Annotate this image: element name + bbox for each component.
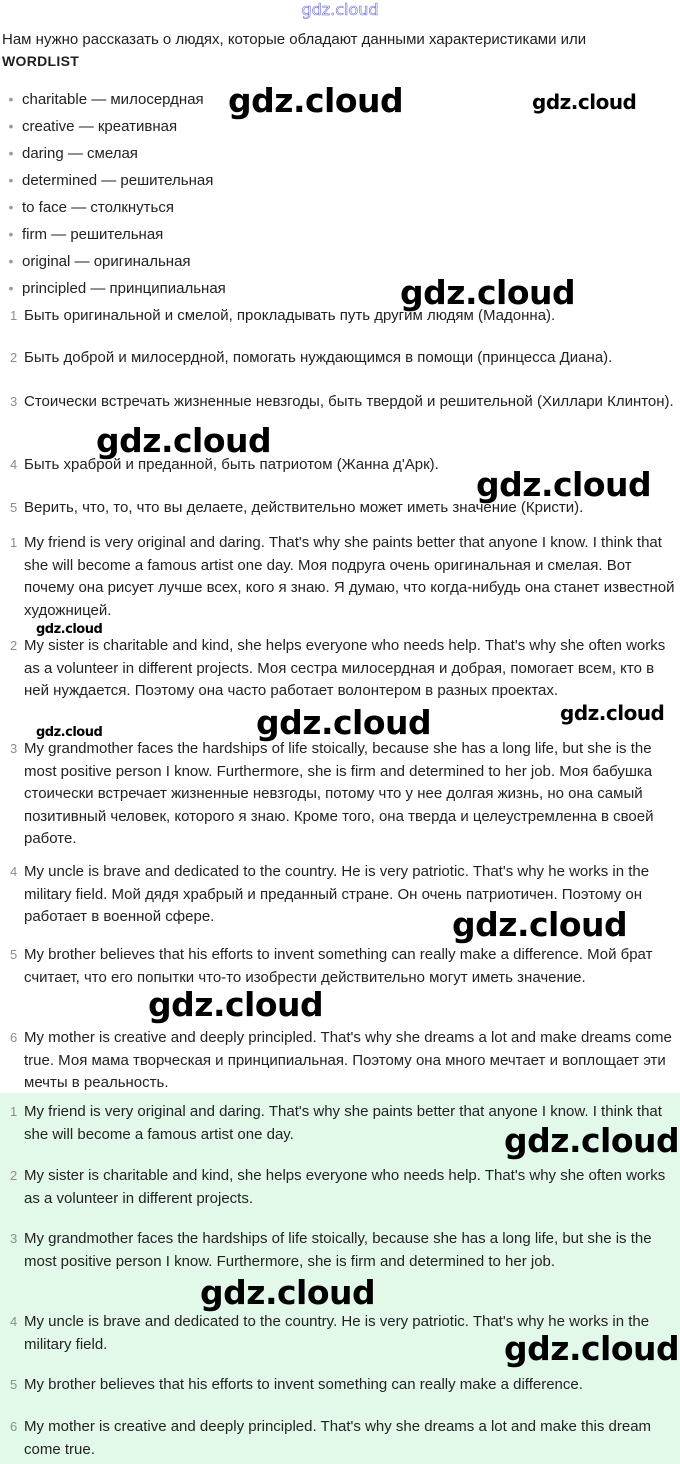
site-watermark-header: gdz.cloud — [301, 0, 379, 19]
item-number: 6 — [10, 1419, 18, 1434]
wordlist-item-text: charitable — милосердная — [22, 91, 204, 108]
item-text: Быть доброй и милосердной, помогать нуждающимся в помощи (принцесса Диана). — [24, 349, 613, 366]
watermark: gdz.cloud — [256, 703, 432, 742]
wordlist-item — [0, 140, 226, 167]
item-text: My sister is charitable and kind, she helps everyone who needs help. That's why she often works as a volunteer in different projects. — [24, 1167, 666, 1207]
item-number: 1 — [10, 1104, 18, 1119]
item-number: 5 — [10, 1377, 18, 1392]
bullet-icon: • — [8, 91, 14, 107]
item-number: 4 — [10, 864, 18, 879]
translated-item — [10, 635, 676, 703]
quality-item — [10, 391, 676, 414]
item-text: Стоически встречать жизненные невзгоды, быть твердой и решительной (Хиллари Клинтон). — [24, 393, 674, 410]
watermark: gdz.cloud — [228, 81, 404, 120]
quality-item — [10, 305, 676, 328]
wordlist-item — [0, 248, 226, 275]
item-text: Быть храброй и преданной, быть патриотом (Жанна д'Арк). — [24, 456, 439, 473]
wordlist-item-text: to face — столкнуться — [22, 199, 174, 216]
watermark: gdz.cloud — [532, 90, 637, 114]
wordlist-item-text: determined — решительная — [22, 172, 214, 189]
wordlist-item-text: original — оригинальная — [22, 253, 191, 270]
item-number: 3 — [10, 394, 18, 409]
bullet-icon: • — [8, 226, 14, 242]
item-number: 5 — [10, 500, 18, 515]
watermark: gdz.cloud — [560, 701, 665, 725]
answer-item — [10, 1416, 676, 1461]
translated-item — [10, 532, 676, 622]
item-number: 3 — [10, 741, 18, 756]
item-text: My mother is creative and deeply principled. That's why she dreams a lot and make dreams come true. Моя мама творческая и принципиальная. Поэтому она много мечтает и воплощает эти мечты в реальность. — [24, 1029, 672, 1091]
item-text: My uncle is brave and dedicated to the country. He is very patriotic. That's why he works in the military field. — [24, 1313, 650, 1353]
watermark: gdz.cloud — [476, 465, 652, 504]
wordlist-item — [0, 86, 226, 113]
bullet-icon: • — [8, 253, 14, 269]
item-text: Верить, что, то, что вы делаете, действительно может иметь значение (Кристи). — [24, 499, 584, 516]
watermark: gdz.cloud — [452, 905, 628, 944]
wordlist — [0, 86, 226, 302]
item-number: 4 — [10, 1314, 18, 1329]
bullet-icon: • — [8, 145, 14, 161]
answer-item — [10, 1165, 676, 1210]
bullet-icon: • — [8, 199, 14, 215]
watermark: gdz.cloud — [96, 421, 272, 460]
watermark: gdz.cloud — [504, 1329, 680, 1368]
item-number: 5 — [10, 947, 18, 962]
item-number: 6 — [10, 1030, 18, 1045]
item-text: Быть оригинальной и смелой, прокладывать путь другим людям (Мадонна). — [24, 307, 556, 324]
item-number: 3 — [10, 1231, 18, 1246]
translated-item — [10, 1027, 676, 1095]
watermark: gdz.cloud — [504, 1121, 680, 1160]
watermark: gdz.cloud — [36, 622, 103, 637]
wordlist-item-text: principled — принципиальная — [22, 280, 226, 297]
watermark: gdz.cloud — [36, 725, 103, 740]
item-number: 1 — [10, 308, 18, 323]
item-text: My brother believes that his efforts to invent something can really make a difference. — [24, 1376, 583, 1393]
bullet-icon: • — [8, 118, 14, 134]
answer-item — [10, 1228, 676, 1273]
item-text: My mother is creative and deeply principled. That's why she dreams a lot and make this dream come true. — [24, 1418, 652, 1458]
item-text: My uncle is brave and dedicated to the country. He is very patriotic. That's why he works in the military field. Мой дядя храбрый и преданный стране. Он очень патриотичен. Поэтому он работает в военной сфере. — [24, 863, 650, 925]
item-number: 2 — [10, 638, 18, 653]
wordlist-item — [0, 194, 226, 221]
wordlist-item-text: daring — смелая — [22, 145, 138, 162]
watermark: gdz.cloud — [148, 985, 324, 1024]
item-number: 4 — [10, 457, 18, 472]
item-text: My grandmother faces the hardships of life stoically, because she has a long life, but she is the most positive person I know. Furthermore, she is firm and determined to her job. — [24, 1230, 652, 1270]
wordlist-item — [0, 113, 226, 140]
wordlist-item-text: firm — решительная — [22, 226, 164, 243]
item-text: My friend is very original and daring. That's why she paints better that anyone I know. I think that she will become a famous artist one day. — [24, 1103, 662, 1143]
wordlist-item — [0, 167, 226, 194]
item-number: 2 — [10, 1168, 18, 1183]
item-text: My sister is charitable and kind, she helps everyone who needs help. That's why she often works as a volunteer in different projects. Моя сестра милосердная и добрая, помогает всем, кто в ней нуждается. Поэтому она часто работает волонтером в разных проектах. — [24, 637, 666, 699]
item-text: My grandmother faces the hardships of life stoically, because she has a long life, but she is the most positive person I know. Furthermore, she is firm and determined to her job. Моя бабушка стоически встречает жизненные невзгоды, потому что у нее долгая жизнь, но она самый позитивный человек, которого я знаю. Кроме того, она тверда и целеустремленна в своей работе. — [24, 740, 654, 847]
watermark: gdz.cloud — [400, 273, 576, 312]
wordlist-item — [0, 221, 226, 248]
wordlist-title: WORDLIST — [2, 53, 80, 69]
bullet-icon: • — [8, 280, 14, 296]
item-text: My friend is very original and daring. That's why she paints better that anyone I know. I think that she will become a famous artist one day. Моя подруга очень оригинальная и смелая. Вот почему она рисует лучше всех, кого я знаю. Я думаю, что когда-нибудь она станет известной художницей. — [24, 534, 675, 619]
watermark: gdz.cloud — [200, 1273, 376, 1312]
translated-item — [10, 944, 676, 989]
wordlist-item — [0, 275, 226, 302]
intro-text: Нам нужно рассказать о людях, которые обладают данными характеристиками или — [2, 31, 587, 48]
bullet-icon: • — [8, 172, 14, 188]
item-number: 1 — [10, 535, 18, 550]
quality-item — [10, 347, 676, 370]
item-number: 2 — [10, 350, 18, 365]
answer-item — [10, 1374, 676, 1397]
item-text: My brother believes that his efforts to invent something can really make a difference. Мой брат считает, что его попытки что-то изобрести действительно могут иметь значение. — [24, 946, 653, 986]
translated-item — [10, 738, 676, 851]
wordlist-item-text: creative — креативная — [22, 118, 178, 135]
